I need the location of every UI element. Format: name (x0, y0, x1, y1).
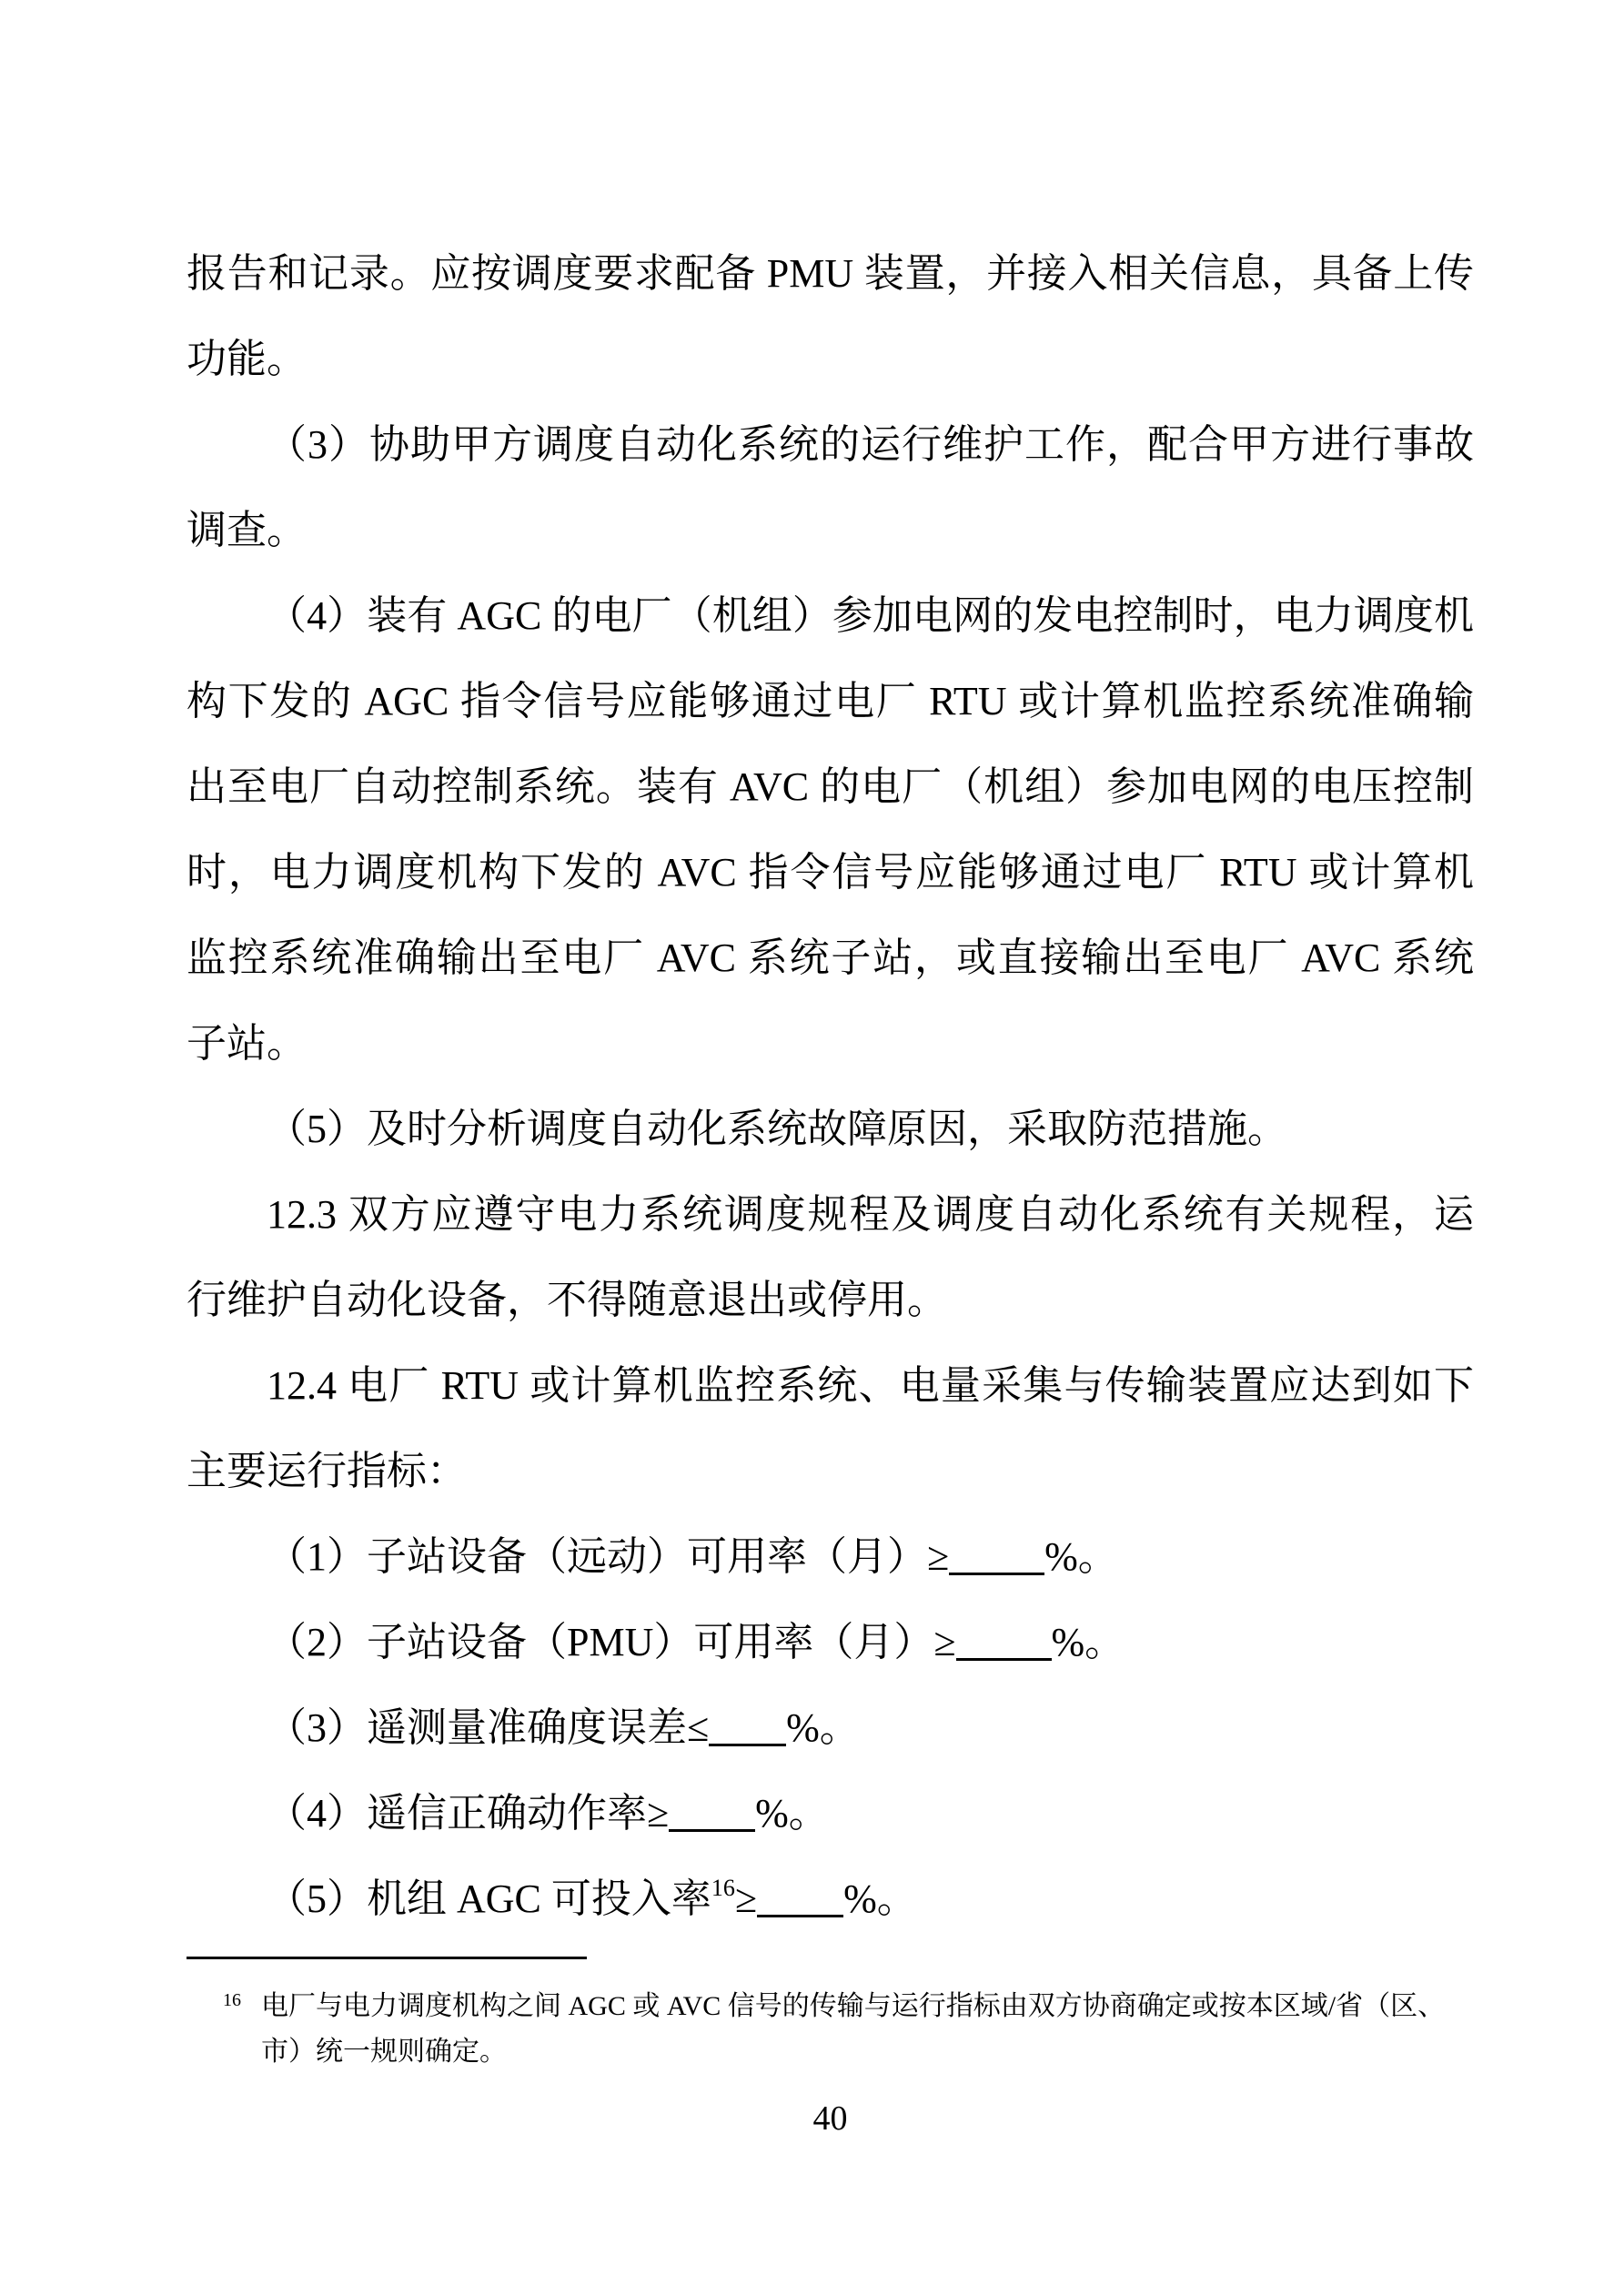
text-line: 时，电力调度机构下发的 AVC 指令信号应能够通过电厂 RTU 或计算机 (187, 850, 1474, 895)
footnote-line: 市）统一规则确定。 (261, 2037, 507, 2067)
text-line: 行维护自动化设备，不得随意退出或停用。 (187, 1278, 947, 1322)
text-line: （5）机组 AGC 可投入率$^{16}$≥ %。 (267, 1875, 917, 1921)
text-line: 12.3 双方应遵守电力系统调度规程及调度自动化系统有关规程，运 (267, 1192, 1474, 1237)
text-line: （3）遥测量准确度误差≤ %。 (267, 1705, 860, 1750)
fill-in-blank (669, 1827, 755, 1832)
text-line: 功能。 (187, 337, 307, 381)
text-line: （1）子站设备（远动）可用率（月）≥ %。 (267, 1534, 1118, 1579)
fill-in-blank (757, 1913, 843, 1917)
text-line: （2）子站设备（PMU）可用率（月）≥ %。 (267, 1620, 1125, 1664)
text-line: 12.4 电厂 RTU 或计算机监控系统、电量采集与传输装置应达到如下 (267, 1363, 1474, 1408)
fill-in-blank (956, 1656, 1052, 1661)
text-line: 主要运行指标： (187, 1449, 467, 1493)
text-line: （4）遥信正确动作率≥ %。 (267, 1791, 829, 1836)
footnote-line: 电厂与电力调度机构之间 AGC 或 AVC 信号的传输与运行指标由双方协商确定或按本区域/省（区、 (261, 1991, 1446, 2021)
text-line: （3）协助甲方调度自动化系统的运行维护工作，配合甲方进行事故 (267, 422, 1474, 467)
text-line: 监控系统准确输出至电厂 AVC 系统子站，或直接输出至电厂 AVC 系统 (187, 936, 1474, 980)
text-line: 调查。 (187, 508, 307, 552)
footnote (187, 1984, 1451, 2075)
text-line: （4）装有 AGC 的电厂（机组）参加电网的发电控制时，电力调度机 (267, 593, 1474, 638)
text-line: 构下发的 AGC 指令信号应能够通过电厂 RTU 或计算机监控系统准确输 (187, 679, 1474, 723)
page-number: 40 (812, 2099, 848, 2138)
text-line: 报告和记录。应按调度要求配备 PMU 装置，并接入相关信息，具备上传 (187, 251, 1474, 296)
fill-in-blank (949, 1571, 1044, 1575)
text-line: （5）及时分析调度自动化系统故障原因，采取防范措施。 (267, 1107, 1287, 1151)
footnote-reference: 16 (711, 1875, 735, 1901)
footnote-separator (187, 1957, 587, 1959)
text-line: 出至电厂自动控制系统。装有 AVC 的电厂（机组）参加电网的电压控制 (187, 764, 1474, 809)
footnote-marker: 16 (223, 1990, 241, 2010)
text-line: 子站。 (187, 1021, 307, 1066)
footnote-text (261, 1984, 1451, 2075)
body-text-block (187, 231, 1474, 1942)
fill-in-blank (709, 1742, 786, 1746)
